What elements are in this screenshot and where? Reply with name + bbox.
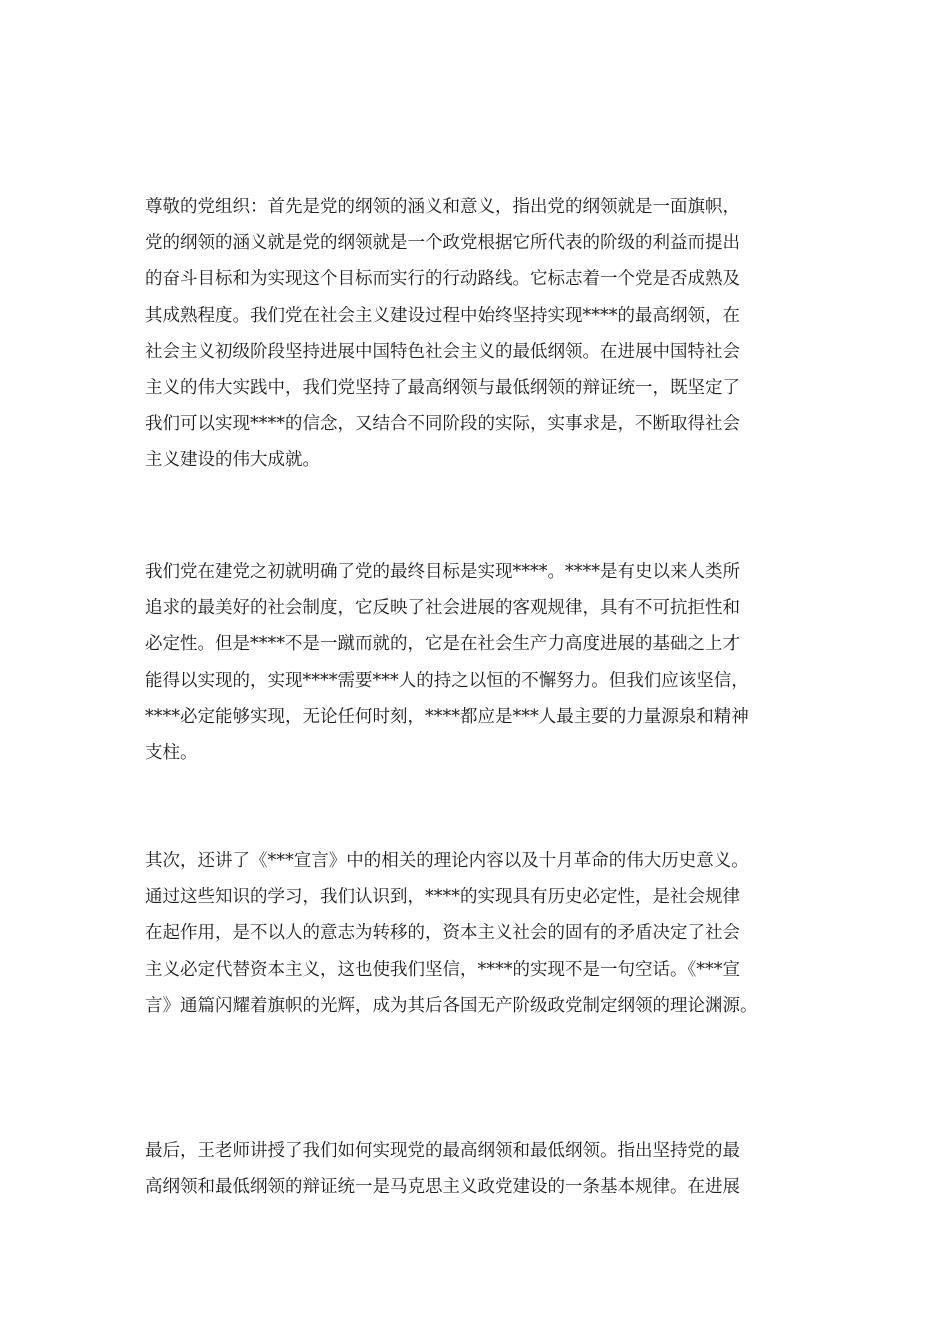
paragraph-line: 能得以实现的，实现****需要***人的持之以恒的不懈努力。但我们应该坚信，	[145, 670, 749, 691]
paragraph-line: 社会主义初级阶段坚持进展中国特色社会主义的最低纲领。在进展中国特社会	[145, 341, 740, 362]
paragraph-line: 追求的最美好的社会制度，它反映了社会进展的客观规律，具有不可抗拒性和	[145, 598, 740, 619]
paragraph-line: 尊敬的党组织：首先是党的纲领的涵义和意义，指出党的纲领就是一面旗帜，	[145, 197, 740, 217]
paragraph-line: 高纲领和最低纲领的辩证统一是马克思主义政党建设的一条基本规律。在进展	[145, 1177, 740, 1198]
paragraph-line: 党的纲领的涵义就是党的纲领就是一个政党根据它所代表的阶级的利益而提出	[145, 233, 740, 254]
paragraph-line: 我们党在建党之初就明确了党的最终目标是实现****。****是有史以来人类所	[145, 562, 740, 582]
paragraph-2	[145, 554, 749, 771]
paragraph-line: 必定性。但是****不是一蹴而就的，它是在社会生产力高度进展的基础之上才	[145, 634, 740, 655]
paragraph-line: 主义必定代替资本主义，这也使我们坚信，****的实现不是一句空话。《***宣	[145, 959, 740, 980]
paragraph-line: 其次，还讲了《***宣言》中的相关的理论内容以及十月革命的伟大历史意义。	[145, 851, 749, 871]
paragraph-line: 的奋斗目标和为实现这个目标而实行的行动路线。它标志着一个党是否成熟及	[145, 269, 740, 290]
paragraph-4	[145, 1133, 740, 1205]
paragraph-line: 通过这些知识的学习，我们认识到，****的实现具有历史必定性，是社会规律	[145, 887, 740, 908]
paragraph-1	[145, 189, 740, 479]
paragraph-line: 主义的伟大实践中，我们党坚持了最高纲领与最低纲领的辩证统一，既坚定了	[145, 377, 740, 398]
paragraph-line: 言》通篇闪耀着旗帜的光辉，成为其后各国无产阶级政党制定纲领的理论渊源。	[145, 995, 758, 1016]
paragraph-line: 最后，王老师讲授了我们如何实现党的最高纲领和最低纲领。指出坚持党的最	[145, 1141, 740, 1161]
paragraph-line: 支柱。	[145, 742, 198, 763]
paragraph-line: 其成熟程度。我们党在社会主义建设过程中始终坚持实现****的最高纲领，在	[145, 305, 740, 326]
paragraph-line: 在起作用，是不以人的意志为转移的，资本主义社会的固有的矛盾决定了社会	[145, 923, 740, 944]
paragraph-3	[145, 843, 758, 1024]
paragraph-line: 我们可以实现****的信念，又结合不同阶段的实际，实事求是，不断取得社会	[145, 414, 740, 435]
paragraph-line: 主义建设的伟大成就。	[145, 450, 320, 471]
paragraph-line: ****必定能够实现，无论任何时刻，****都应是***人最主要的力量源泉和精神	[145, 706, 749, 727]
